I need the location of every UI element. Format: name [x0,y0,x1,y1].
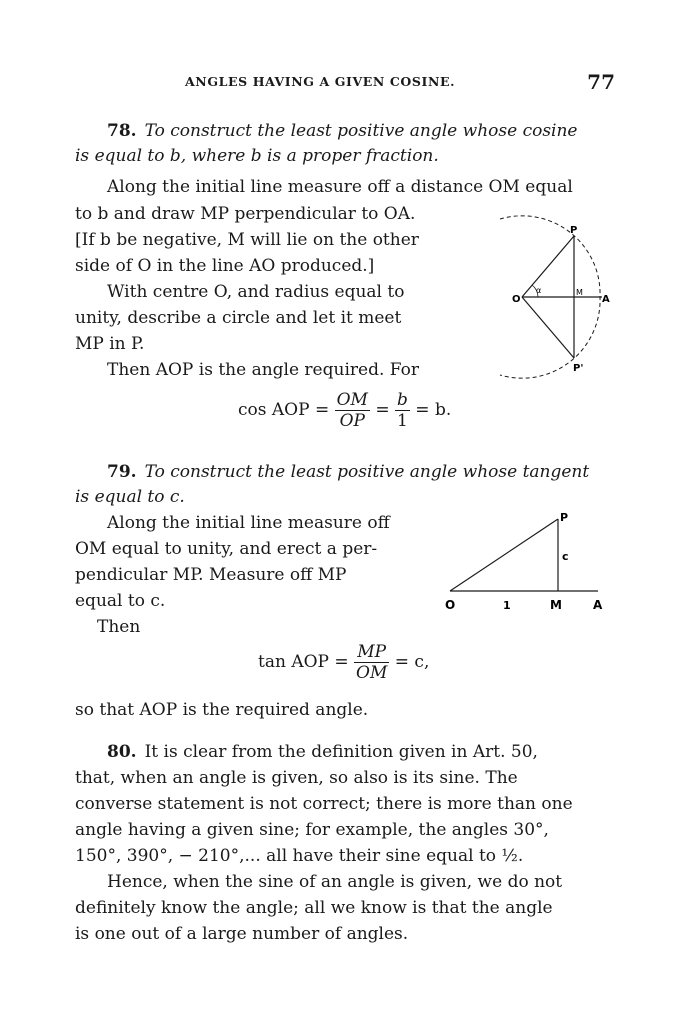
article-78-heading [107,121,578,141]
article-79-heading [107,462,589,482]
label-a: A [593,598,603,612]
fraction [354,642,389,683]
article-number: 80. [107,742,137,762]
label-p-prime: P' [573,363,584,374]
article-79-conclusion: so that AOP is the required angle. [75,700,369,720]
article-78-line: MP in P. [75,334,145,354]
article-heading-text: To construct the least positive angle whose cosine [144,121,578,141]
formula-lhs: tan AOP = [258,652,349,672]
article-79-line: Along the initial line measure off [107,513,390,533]
label-p: P [560,511,569,524]
label-o: O [445,598,456,612]
fraction-numerator: MP [354,642,389,663]
article-80-line: 150°, 390°, − 210°,... all have their sine equal to ½. [75,846,524,866]
article-78-line: With centre O, and radius equal to [107,282,405,302]
running-title: ANGLES HAVING A GIVEN COSINE. [185,74,456,89]
formula-rhs: = b. [415,400,452,420]
line-op-prime [522,297,574,358]
label-m: M [550,598,562,612]
tangent-formula [258,642,429,683]
article-79-heading-cont: is equal to c. [75,487,185,507]
right-triangle-tangent-figure [440,505,620,625]
article-78-heading-cont: is equal to b, where b is a proper fraction. [75,146,439,166]
label-m: M [576,288,583,297]
article-80-line: converse statement is not correct; there is more than one [75,794,573,814]
label-o: O [512,294,521,305]
article-80-line: Hence, when the sine of an angle is given, we do not [107,872,563,892]
page-number: 77 [587,70,615,94]
line-op [450,519,558,591]
article-heading-text: To construct the least positive angle whose tangent [144,462,590,482]
page-header [75,70,615,94]
fraction-numerator: OM [336,390,368,410]
fraction-numerator: b [397,390,408,410]
article-80-text: It is clear from the definition given in Art. 50, [144,742,538,762]
article-80-line: angle having a given sine; for example, the angles 30°, [75,820,549,840]
label-c: c [562,550,569,563]
article-number: 79. [107,462,137,482]
article-78-line: unity, describe a circle and let it meet [75,308,402,328]
article-78-line: [If b be negative, M will lie on the other [75,230,419,250]
article-78-line: Along the initial line measure off a distance OM equal [107,177,573,197]
cosine-formula [238,390,451,431]
article-number: 78. [107,121,137,141]
fraction-denominator: OM [356,663,388,683]
fraction-denominator: 1 [397,411,408,431]
formula-lhs: cos AOP = [238,400,330,420]
formula-rhs: = c, [394,652,430,672]
article-78-line: side of O in the line AO produced.] [75,256,375,276]
article-78-line: Then AOP is the angle required. For [107,360,419,380]
article-80-line [107,742,538,762]
article-80-line: that, when an angle is given, so also is its sine. The [75,768,518,788]
line-op [522,236,574,297]
label-one: 1 [503,599,511,612]
fraction-denominator: OP [339,411,365,431]
fraction [335,390,370,431]
label-p: P [570,225,578,236]
article-79-line: pendicular MP. Measure off MP [75,565,347,585]
article-79-line: equal to c. [75,591,166,611]
circle-cosine-figure [480,205,620,390]
article-80-line: is one out of a large number of angles. [75,924,409,944]
article-79-line: OM equal to unity, and erect a per- [75,539,378,559]
article-78-line: to b and draw MP perpendicular to OA. [75,204,416,224]
article-80-line: definitely know the angle; all we know is that the angle [75,898,553,918]
article-79-line: Then [97,617,141,637]
label-a: A [602,294,610,305]
label-alpha: α [536,286,542,295]
fraction [395,390,410,431]
formula-equals: = [375,400,390,420]
